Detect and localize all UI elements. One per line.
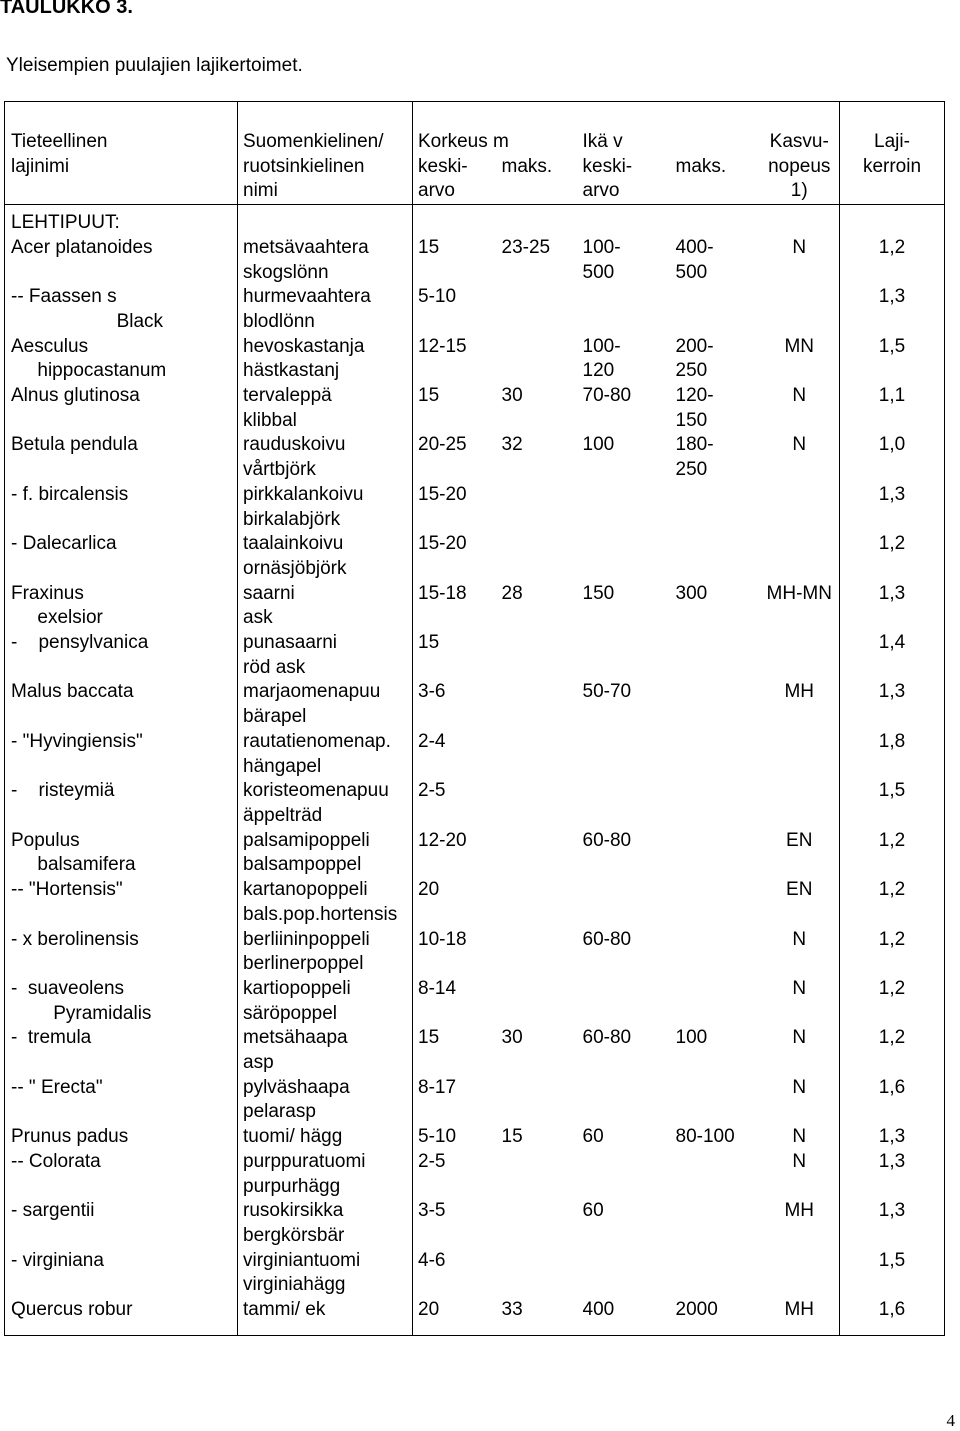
cell-age-avg: 60	[582, 1126, 604, 1148]
cell-age-max: 120- 150	[675, 385, 714, 431]
cell-common-names: marjaomenapuu bärapel	[238, 680, 413, 729]
header-age-max: maks.	[671, 102, 760, 205]
table-row	[5, 1298, 945, 1335]
cell-age-max	[671, 1076, 760, 1125]
cell-growth-rate: EN	[760, 878, 840, 927]
cell-common-names: taalainkoivu ornäsjöbjörk	[238, 532, 413, 581]
cell-scientific-name: - f. bircalensis	[5, 483, 238, 532]
cell-scientific-name: - sargentii	[5, 1199, 238, 1248]
cell-species-coefficient: 1,1	[840, 384, 945, 433]
cell-growth-rate: N	[760, 977, 840, 1026]
cell-age-avg: 150	[582, 582, 615, 604]
cell-age-max	[671, 878, 760, 927]
cell-age-avg: 100- 120	[582, 335, 621, 382]
cell-common-names: metsähaapa asp	[238, 1026, 413, 1075]
table-row	[5, 483, 945, 532]
cell-age-avg	[578, 532, 671, 581]
cell-height-max	[497, 779, 578, 828]
cell-height-max	[497, 631, 578, 680]
cell-species-coefficient: 1,4	[840, 631, 945, 680]
cell-common-names: metsävaahtera skogslönn	[238, 236, 413, 285]
cell-common-names: rauduskoivu vårtbjörk	[238, 433, 413, 482]
cell-common-names: saarni ask	[238, 582, 413, 631]
cell-scientific-name: Alnus glutinosa	[5, 384, 238, 433]
table-row	[5, 285, 945, 334]
cell-height-max	[497, 680, 578, 729]
cell-age-avg	[578, 483, 671, 532]
cell-species-coefficient: 1,2	[840, 236, 945, 285]
cell-species-coefficient: 1,5	[840, 1249, 945, 1298]
cell-age-avg	[578, 977, 671, 1026]
cell-species-coefficient: 1,3	[840, 285, 945, 334]
cell-age-avg	[578, 878, 671, 927]
cell-age-max	[671, 977, 760, 1026]
table-row	[5, 1199, 945, 1248]
cell-common-names: kartiopoppeli säröpoppel	[238, 977, 413, 1026]
cell-age-avg: 60-80	[582, 829, 632, 851]
cell-growth-rate	[760, 779, 840, 828]
cell-growth-rate: N N	[760, 1125, 840, 1199]
cell-species-coefficient: 1,3	[840, 680, 945, 729]
cell-height-avg: 5-10 2-5	[418, 1126, 457, 1172]
cell-age-max: 100	[675, 1027, 708, 1049]
cell-growth-rate: EN	[760, 829, 840, 878]
cell-common-names: hurmevaahtera blodlönn	[238, 285, 413, 334]
cell-growth-rate: MH-MN	[760, 582, 840, 631]
cell-age-max: 400- 500	[675, 236, 714, 283]
cell-height-avg: 15-20	[418, 483, 467, 505]
table-row	[5, 582, 945, 631]
cell-age-max: 180- 250	[675, 434, 714, 481]
cell-species-coefficient: 1,5	[840, 779, 945, 828]
cell-growth-rate	[760, 1249, 840, 1298]
header-height	[413, 102, 509, 205]
cell-common-names: hevoskastanja hästkastanj	[238, 335, 413, 384]
cell-height-max	[497, 532, 578, 581]
cell-height-avg: 15	[418, 632, 440, 654]
cell-height-avg: 20	[413, 1298, 497, 1335]
cell-growth-rate: N	[760, 236, 840, 285]
cell-height-max: 23-25	[501, 236, 551, 258]
cell-common-names: palsamipoppeli balsampoppel	[238, 829, 413, 878]
cell-growth-rate: MH	[760, 680, 840, 729]
page-number: 4	[946, 1411, 955, 1430]
cell-scientific-name: - pensylvanica	[5, 631, 238, 680]
cell-age-avg	[578, 779, 671, 828]
cell-height-max	[497, 285, 578, 334]
cell-scientific-name: - x berolinensis	[5, 928, 238, 977]
cell-age-max	[671, 928, 760, 977]
cell-scientific-name: - suaveolens Pyramidalis	[5, 977, 238, 1026]
cell-height-max	[497, 829, 578, 878]
cell-species-coefficient: 1,2	[840, 928, 945, 977]
cell-age-max: 80-100	[675, 1126, 735, 1148]
cell-age-max	[671, 730, 760, 779]
cell-age-max	[671, 285, 760, 334]
cell-height-max: 30	[501, 1027, 523, 1049]
cell-growth-rate	[760, 285, 840, 334]
table-row	[5, 977, 945, 1026]
cell-height-max	[497, 928, 578, 977]
cell-growth-rate: MN	[760, 335, 840, 384]
cell-common-names: pylväshaapa pelarasp	[238, 1076, 413, 1125]
section-label: LEHTIPUUT:	[5, 205, 238, 236]
cell-common-names: rusokirsikka bergkörsbär	[238, 1199, 413, 1248]
cell-height-max	[497, 977, 578, 1026]
cell-age-avg: 60-80	[582, 928, 632, 950]
cell-height-max	[497, 1199, 578, 1248]
cell-species-coefficient: 1,0	[840, 433, 945, 482]
header-age-label: Ikä v	[582, 131, 623, 152]
cell-common-names: tervaleppä klibbal	[238, 384, 413, 433]
cell-age-max	[671, 483, 760, 532]
cell-common-names: tuomi/ hägg purppuratuomi purpurhägg	[238, 1125, 413, 1199]
table-row	[5, 829, 945, 878]
cell-height-avg: 20-25	[418, 434, 467, 456]
header-growth-rate: Kasvu- nopeus 1)	[760, 102, 840, 205]
cell-age-max: 2000	[671, 1298, 760, 1335]
cell-age-max	[671, 779, 760, 828]
table-row	[5, 680, 945, 729]
cell-height-avg: 12-15	[418, 335, 467, 357]
header-height-max: maks.	[497, 102, 578, 205]
cell-age-max: 200- 250	[675, 335, 714, 382]
cell-age-max	[671, 1249, 760, 1298]
cell-height-max	[497, 878, 578, 927]
table-row	[5, 433, 945, 482]
table-row	[5, 631, 945, 680]
cell-height-max: 30	[501, 385, 523, 407]
cell-scientific-name: Populus balsamifera	[5, 829, 238, 878]
cell-age-max	[671, 829, 760, 878]
cell-age-max	[671, 532, 760, 581]
cell-scientific-name: Quercus robur	[5, 1298, 238, 1335]
cell-age-avg	[578, 730, 671, 779]
cell-species-coefficient: 1,3 1,3	[840, 1125, 945, 1199]
section-row	[5, 205, 945, 236]
cell-common-names: punasaarni röd ask	[238, 631, 413, 680]
cell-age-max	[671, 631, 760, 680]
cell-common-names: koristeomenapuu äppelträd	[238, 779, 413, 828]
cell-height-max	[497, 335, 578, 384]
cell-scientific-name: -- "Hortensis"	[5, 878, 238, 927]
header-scientific-name: Tieteellinen lajinimi	[5, 102, 238, 205]
cell-height-max	[497, 1249, 578, 1298]
cell-common-names: berliininpoppeli berlinerpoppel	[238, 928, 413, 977]
cell-species-coefficient: 1,6	[840, 1298, 945, 1335]
cell-growth-rate: N	[760, 384, 840, 433]
cell-age-max	[671, 1199, 760, 1248]
cell-height-avg: 15	[418, 385, 440, 407]
cell-height-avg: 3-5	[418, 1200, 446, 1222]
cell-species-coefficient: 1,3	[840, 1199, 945, 1248]
cell-height-avg: 15-18	[418, 582, 467, 604]
cell-scientific-name: Prunus padus -- Colorata	[5, 1125, 238, 1199]
header-height-label: Korkeus m	[418, 131, 509, 152]
cell-scientific-name: Betula pendula	[5, 433, 238, 482]
cell-height-avg: 2-4	[418, 730, 446, 752]
cell-scientific-name: -- " Erecta"	[5, 1076, 238, 1125]
table-row	[5, 779, 945, 828]
cell-scientific-name: - virginiana	[5, 1249, 238, 1298]
cell-age-avg	[578, 1249, 671, 1298]
cell-age-avg: 70-80	[582, 385, 632, 407]
cell-height-max: 15	[501, 1126, 523, 1148]
cell-age-avg	[578, 1076, 671, 1125]
species-coefficient-table	[4, 101, 945, 1336]
cell-species-coefficient: 1,3	[840, 483, 945, 532]
cell-age-avg: 400	[578, 1298, 671, 1335]
cell-species-coefficient: 1,2	[840, 878, 945, 927]
cell-age-max	[671, 680, 760, 729]
cell-height-avg: 8-17	[418, 1076, 457, 1098]
table-row	[5, 928, 945, 977]
cell-age-max: 300	[675, 582, 708, 604]
cell-height-avg: 2-5	[418, 780, 446, 802]
cell-height-max: 28	[501, 582, 523, 604]
cell-growth-rate: N	[760, 1076, 840, 1125]
header-age	[578, 102, 671, 205]
cell-height-avg: 12-20	[418, 829, 467, 851]
cell-height-avg: 20	[418, 879, 440, 901]
cell-height-max	[497, 1076, 578, 1125]
cell-species-coefficient: 1,5	[840, 335, 945, 384]
table-row	[5, 236, 945, 285]
cell-age-avg: 100	[582, 434, 615, 456]
cell-species-coefficient: 1,8	[840, 730, 945, 779]
cell-age-avg: 60-80	[582, 1027, 632, 1049]
cell-species-coefficient: 1,2	[840, 532, 945, 581]
cell-growth-rate: MH	[760, 1199, 840, 1248]
cell-scientific-name: -- Faassen s Black	[5, 285, 238, 334]
cell-height-avg: 8-14	[418, 977, 457, 999]
table-row	[5, 1026, 945, 1075]
cell-scientific-name: - Dalecarlica	[5, 532, 238, 581]
cell-common-names: kartanopoppeli bals.pop.hortensis	[238, 878, 413, 927]
cell-scientific-name: - "Hyvingiensis"	[5, 730, 238, 779]
cell-species-coefficient: 1,3	[840, 582, 945, 631]
cell-height-avg: 15	[418, 236, 440, 258]
cell-growth-rate	[760, 532, 840, 581]
header-height-avg: keski- arvo	[418, 155, 468, 202]
cell-common-names: tammi/ ek	[238, 1298, 413, 1335]
cell-scientific-name: Acer platanoides	[5, 236, 238, 285]
cell-height-avg: 15-20	[418, 533, 467, 555]
cell-scientific-name: - risteymiä	[5, 779, 238, 828]
header-age-avg: keski- arvo	[582, 155, 633, 202]
table-row	[5, 730, 945, 779]
cell-growth-rate: N	[760, 1026, 840, 1075]
cell-growth-rate	[760, 631, 840, 680]
cell-species-coefficient: 1,2	[840, 829, 945, 878]
cell-growth-rate	[760, 483, 840, 532]
cell-height-max	[497, 730, 578, 779]
cell-growth-rate: N	[760, 433, 840, 482]
cell-scientific-name: Aesculus hippocastanum	[5, 335, 238, 384]
cell-common-names: rautatienomenap. hängapel	[238, 730, 413, 779]
table-row	[5, 1125, 945, 1199]
cell-species-coefficient: 1,2	[840, 977, 945, 1026]
cell-growth-rate: MH	[760, 1298, 840, 1335]
table-row	[5, 878, 945, 927]
cell-growth-rate: N	[760, 928, 840, 977]
cell-scientific-name: - tremula	[5, 1026, 238, 1075]
cell-age-avg: 60	[582, 1200, 604, 1222]
cell-age-avg: 50-70	[582, 681, 632, 703]
page-heading: TAULUKKO 3.	[0, 0, 133, 18]
table-caption: Yleisempien puulajien lajikertoimet.	[6, 55, 303, 76]
cell-height-max: 33	[497, 1298, 578, 1335]
cell-age-avg	[578, 631, 671, 680]
cell-height-avg: 5-10	[418, 286, 457, 308]
table-row	[5, 532, 945, 581]
header-species-coefficient: Laji- kerroin	[840, 102, 945, 205]
cell-common-names: pirkkalankoivu birkalabjörk	[238, 483, 413, 532]
cell-height-avg: 15	[418, 1027, 440, 1049]
cell-height-avg: 3-6	[418, 681, 446, 703]
cell-age-avg	[578, 285, 671, 334]
cell-height-max: 32	[501, 434, 523, 456]
table-row	[5, 384, 945, 433]
cell-scientific-name: Malus baccata	[5, 680, 238, 729]
table-row	[5, 1076, 945, 1125]
table-row	[5, 335, 945, 384]
cell-age-avg: 100- 500	[582, 236, 621, 283]
table-row	[5, 1249, 945, 1298]
cell-height-avg: 4-6	[418, 1249, 446, 1271]
header-common-names: Suomenkielinen/ ruotsinkielinen nimi	[238, 102, 413, 205]
cell-species-coefficient: 1,6	[840, 1076, 945, 1125]
cell-species-coefficient: 1,2	[840, 1026, 945, 1075]
cell-growth-rate	[760, 730, 840, 779]
cell-scientific-name: Fraxinus exelsior	[5, 582, 238, 631]
table-header-row	[5, 102, 945, 205]
cell-height-max	[497, 483, 578, 532]
cell-height-avg: 10-18	[418, 928, 467, 950]
cell-common-names: virginiantuomi virginiahägg	[238, 1249, 413, 1298]
